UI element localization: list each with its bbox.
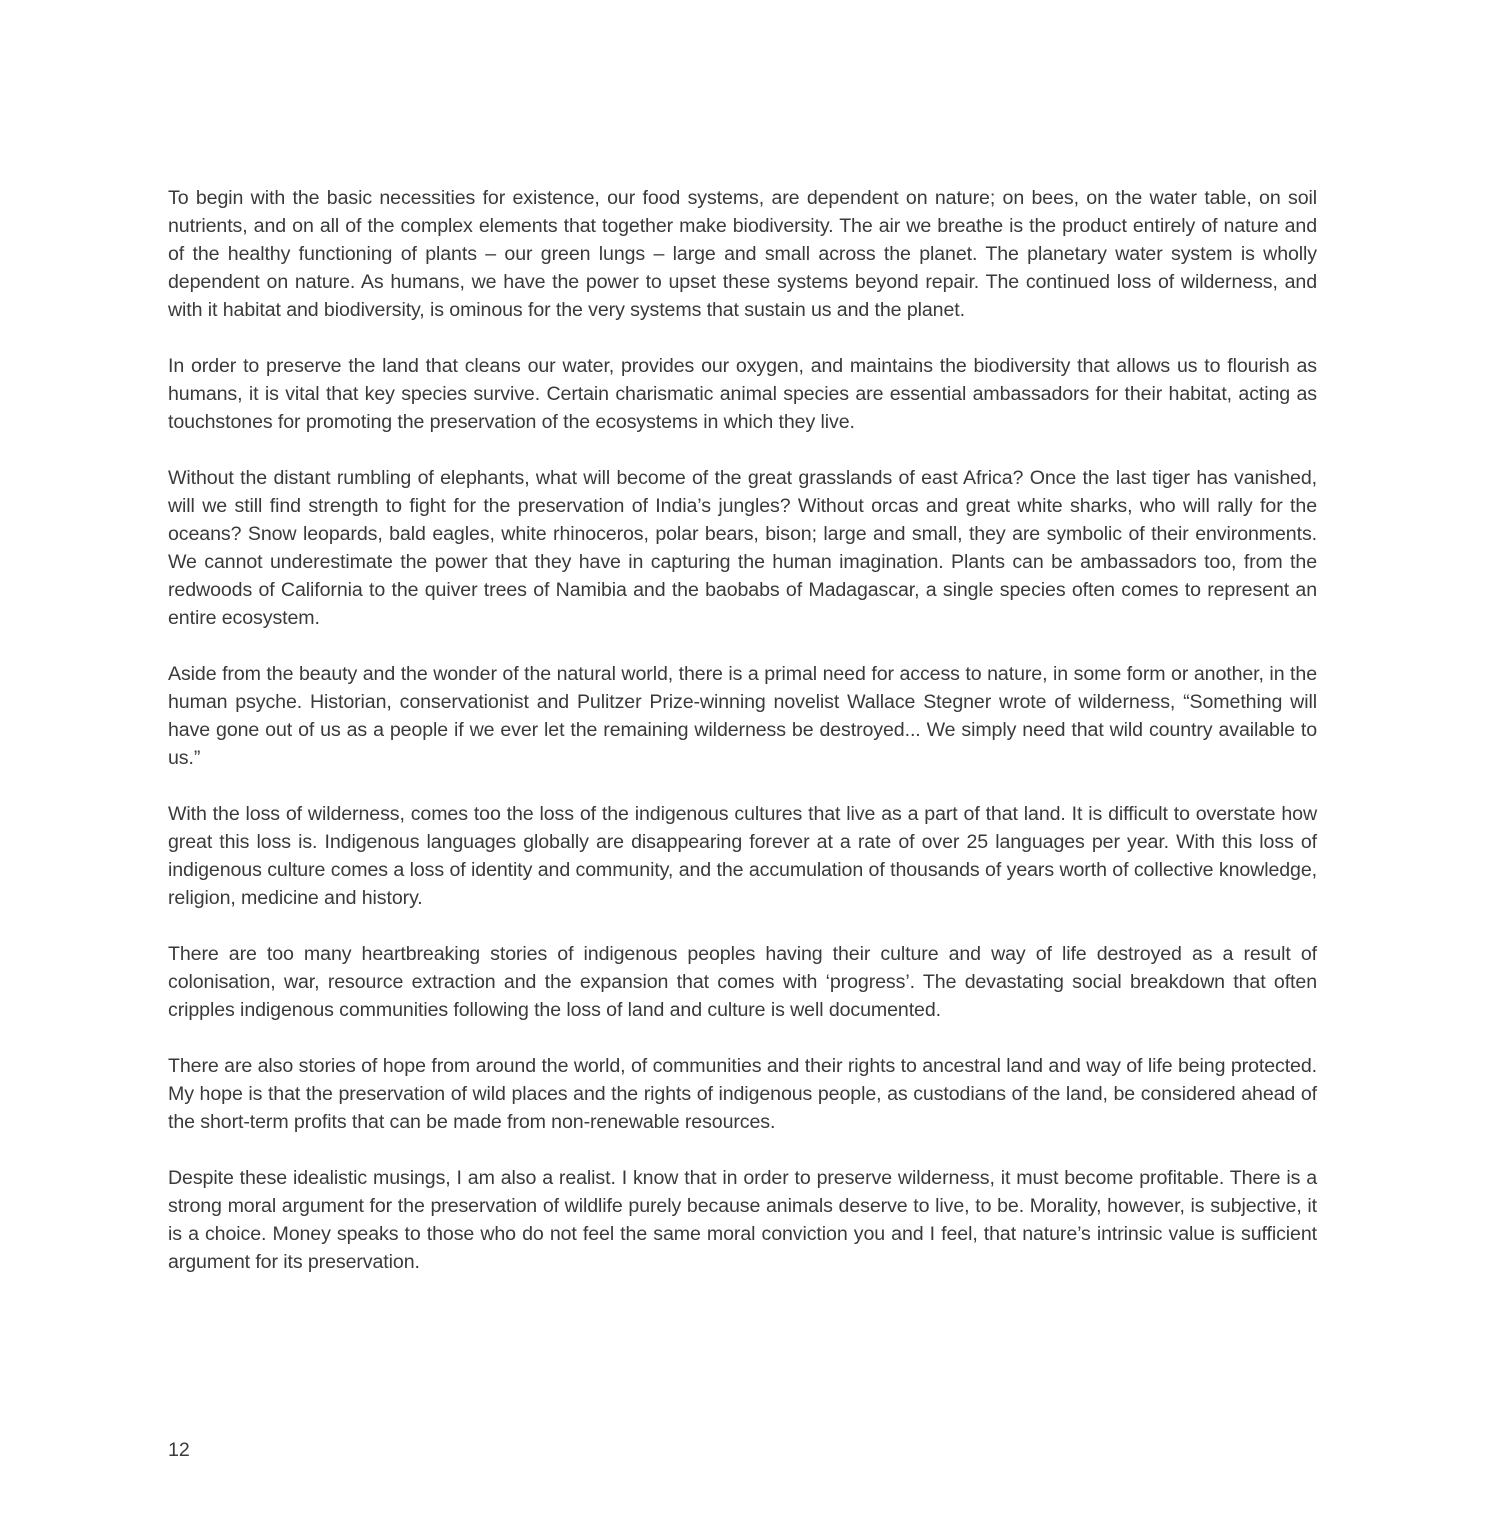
body-text — [168, 184, 1317, 1304]
paragraph-heartbreaking-stories: There are too many heartbreaking stories of indigenous peoples having their culture and way of life destroyed as a result of colonisation, war, resource extraction and the expansion that comes with ‘progress’. The devastating social breakdown that often cripples indigenous communities following the loss of land and culture is well documented. — [168, 943, 1317, 1021]
paragraph-primal-need: Aside from the beauty and the wonder of the natural world, there is a primal need for access to nature, in some form or another, in the human psyche. Historian, conservationist and Pulitzer Prize-winning novelist Wallace Stegner wrote of wilderness, “Something will have gone out of us as a people if we ever let the remaining wilderness be destroyed... We simply need that wild country available to us.” — [168, 663, 1317, 769]
paragraph-key-species: In order to preserve the land that cleans our water, provides our oxygen, and maintains the biodiversity that allows us to flourish as humans, it is vital that key species survive. Certain charismatic animal species are essential ambassadors for their habitat, acting as touchstones for promoting the preservation of the ecosystems in which they live. — [168, 355, 1317, 433]
page-number: 12 — [168, 1439, 190, 1461]
paragraph-indigenous-cultures: With the loss of wilderness, comes too the loss of the indigenous cultures that live as a part of that land. It is difficult to overstate how great this loss is. Indigenous languages globally are disappearing forever at a rate of over 25 languages per year. With this loss of indigenous culture comes a loss of identity and community, and the accumulation of thousands of years worth of collective knowledge, religion, medicine and history. — [168, 803, 1317, 909]
paragraph-ambassador-species: Without the distant rumbling of elephants, what will become of the great grasslands of east Africa? Once the last tiger has vanished, will we still find strength to fight for the preservation of India’s jungles? Without orcas and great white sharks, who will rally for the oceans? Snow leopards, bald eagles, white rhinoceros, polar bears, bison; large and small, they are symbolic of their environments. We cannot underestimate the power that they have in capturing the human imagination. Plants can be ambassadors too, from the redwoods of California to the quiver trees of Namibia and the baobabs of Madagascar, a single species often comes to represent an entire ecosystem. — [168, 467, 1317, 629]
paragraph-realist: Despite these idealistic musings, I am also a realist. I know that in order to preserve wilderness, it must become profitable. There is a strong moral argument for the preservation of wildlife purely because animals deserve to live, to be. Morality, however, is subjective, it is a choice. Money speaks to those who do not feel the same moral conviction you and I feel, that nature’s intrinsic value is sufficient argument for its preservation. — [168, 1167, 1317, 1273]
paragraph-food-systems: To begin with the basic necessities for existence, our food systems, are dependent on nature; on bees, on the water table, on soil nutrients, and on all of the complex elements that together make biodiversity. The air we breathe is the product entirely of nature and of the healthy functioning of plants – our green lungs – large and small across the planet. The planetary water system is wholly dependent on nature. As humans, we have the power to upset these systems beyond repair. The continued loss of wilderness, and with it habitat and biodiversity, is ominous for the very systems that sustain us and the planet. — [168, 187, 1317, 321]
paragraph-stories-of-hope: There are also stories of hope from around the world, of communities and their rights to ancestral land and way of life being protected. My hope is that the preservation of wild places and the rights of indigenous people, as custodians of the land, be considered ahead of the short-term profits that can be made from non-renewable resources. — [168, 1055, 1317, 1133]
